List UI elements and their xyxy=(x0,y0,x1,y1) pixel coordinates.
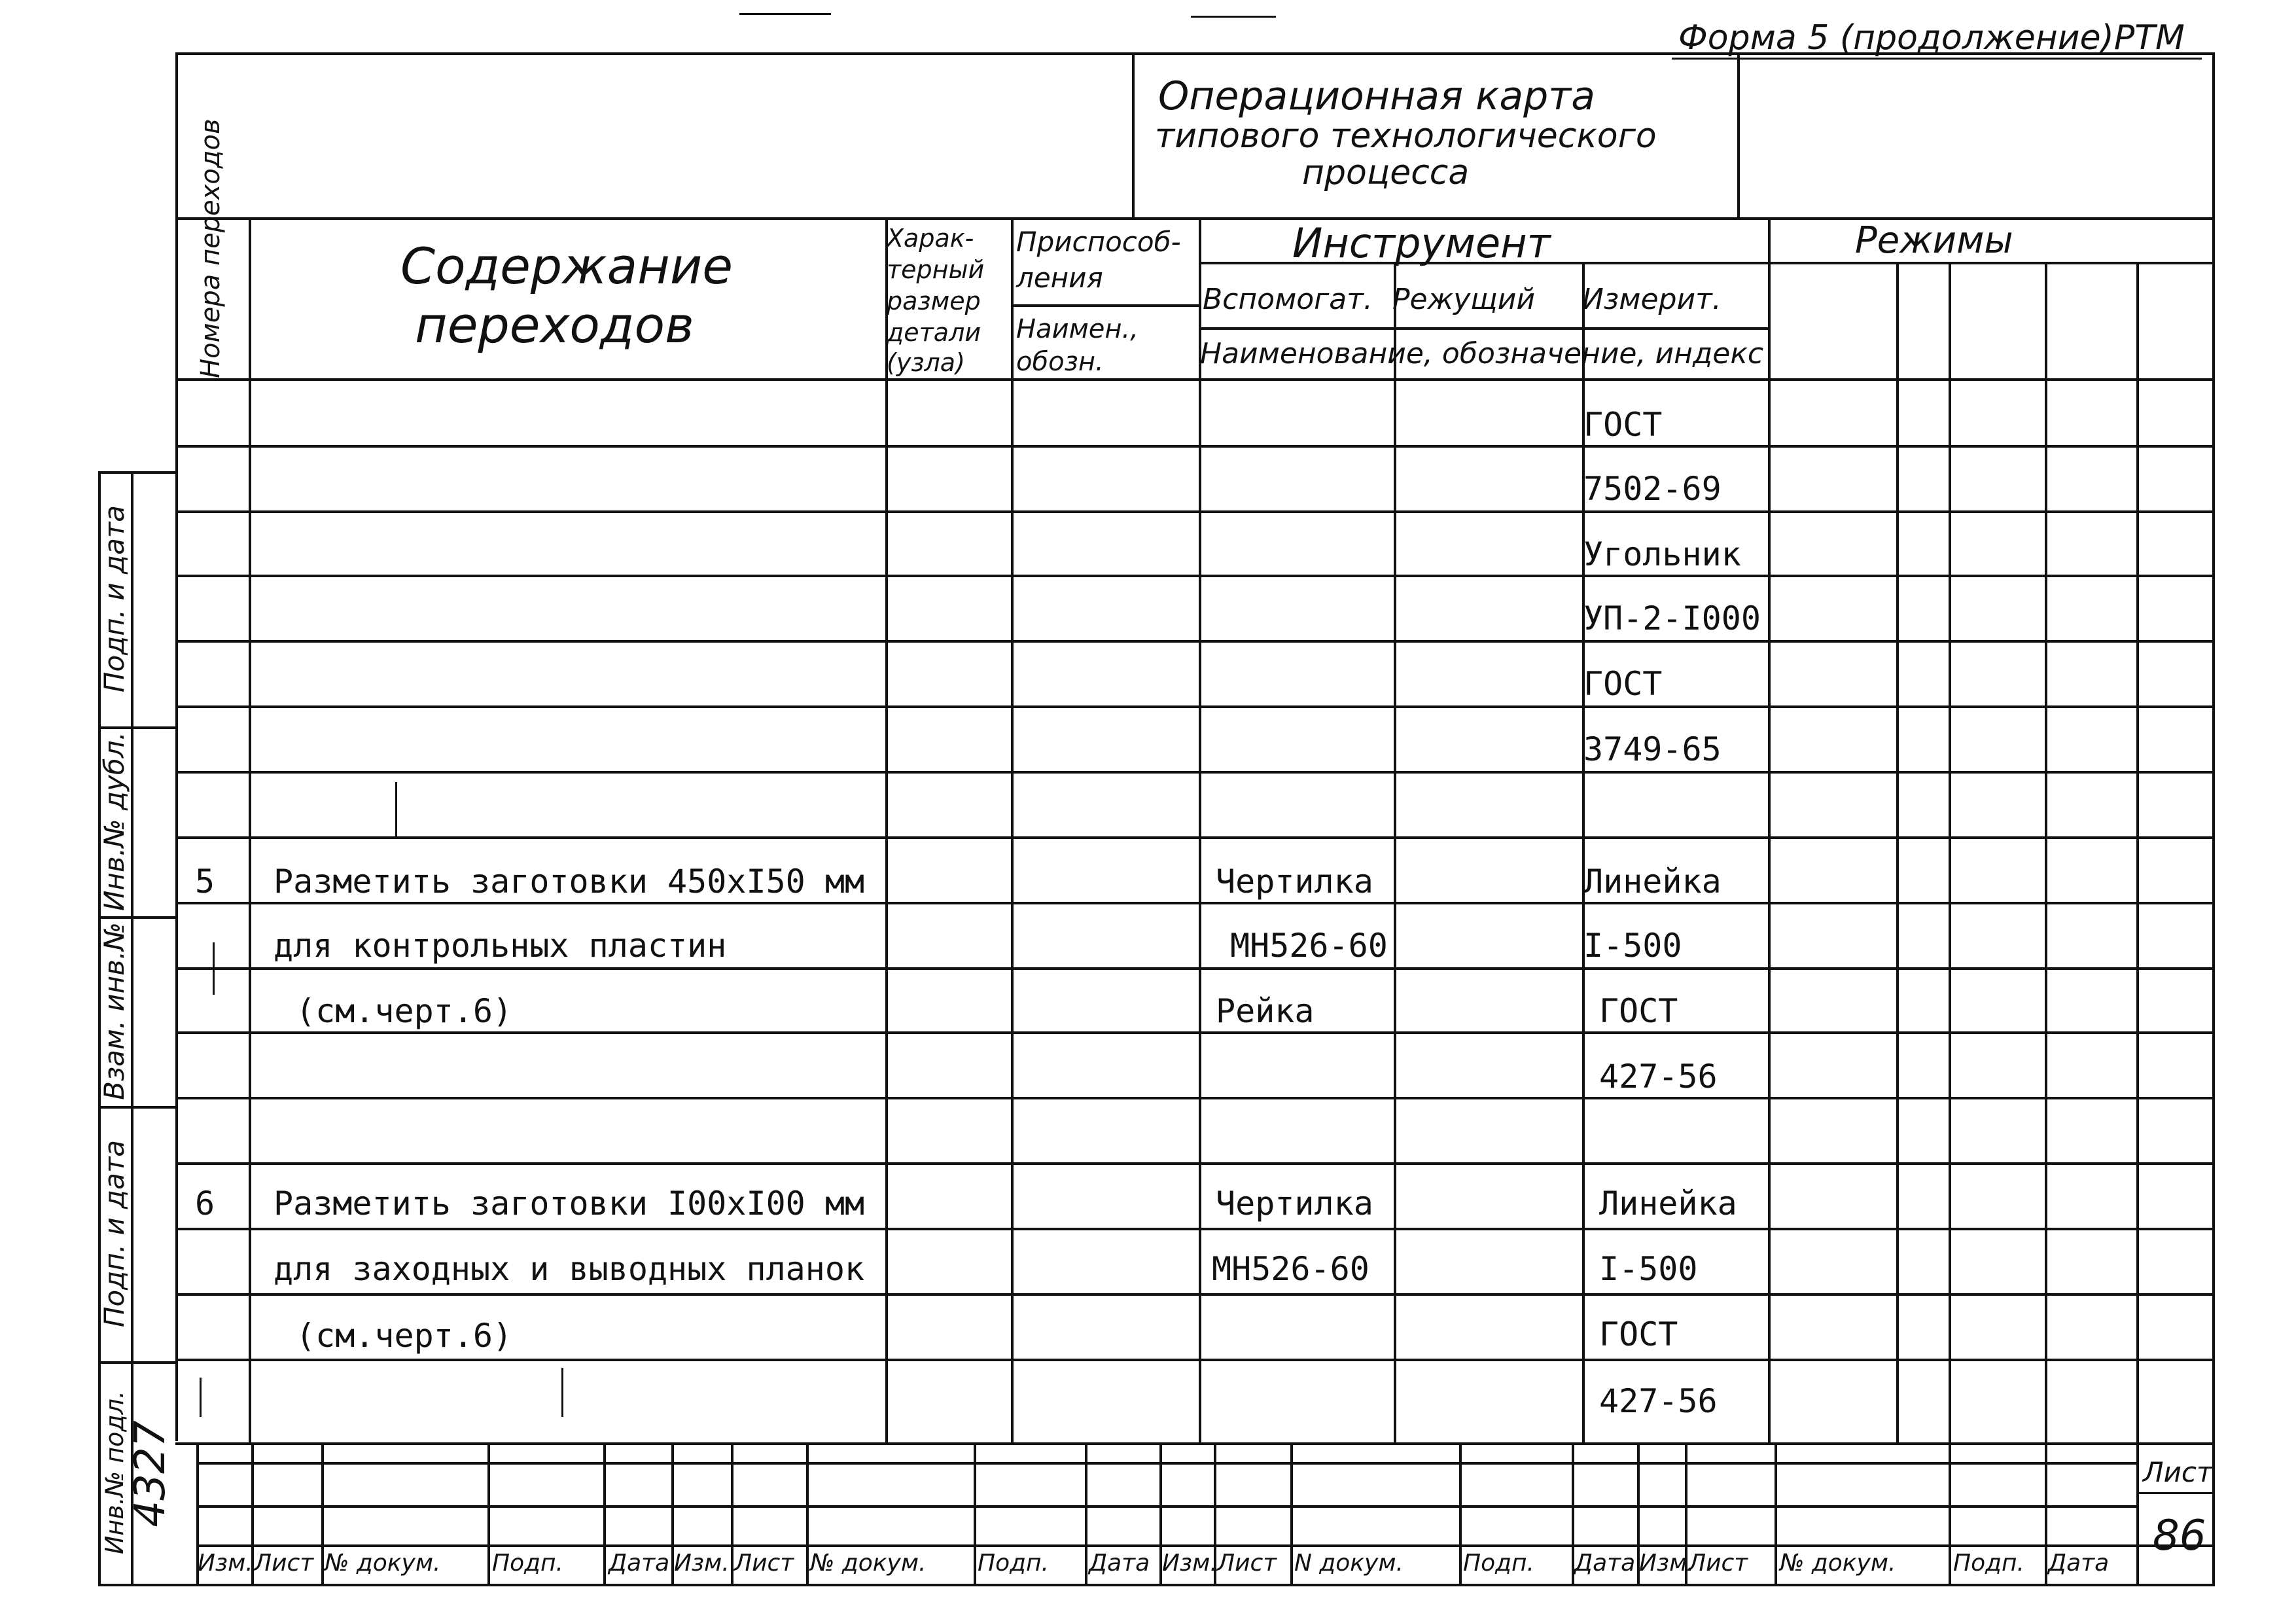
pencil-mark xyxy=(561,1368,563,1417)
sheet-divider xyxy=(2136,1492,2215,1494)
aux-tool-cell: Чертилка xyxy=(1216,863,1373,901)
header-size-line4: детали xyxy=(887,318,981,347)
footer-col xyxy=(1949,1442,1951,1585)
header-content-line2: переходов xyxy=(415,296,694,354)
footer-col xyxy=(2045,1442,2047,1585)
row-line xyxy=(175,445,2215,448)
footer-col xyxy=(974,1442,976,1585)
measure-cell: I-500 xyxy=(1583,927,1682,965)
measure-cell: ГОСТ xyxy=(1583,665,1663,703)
header-size-line2: терный xyxy=(887,255,985,284)
col-line-content xyxy=(885,217,888,1444)
footer-label: Дата xyxy=(609,1550,670,1577)
measure-cell: 427-56 xyxy=(1599,1382,1718,1420)
frame-left xyxy=(175,52,178,1441)
col-line-size xyxy=(1011,217,1014,1444)
header-fixtures-line2: ления xyxy=(1016,262,1103,294)
row-line xyxy=(175,771,2215,774)
footer-label: Лист xyxy=(1217,1550,1277,1577)
measure-cell: Линейка xyxy=(1583,863,1722,901)
inventory-number: 4327 xyxy=(126,1420,175,1527)
footer-label: Изм. xyxy=(1162,1550,1218,1577)
row-line xyxy=(175,967,2215,970)
footer-label: Изм. xyxy=(1639,1550,1695,1577)
measure-cell: 427-56 xyxy=(1599,1058,1718,1096)
header-transition-number: Номера переходов xyxy=(196,118,226,378)
footer-col xyxy=(1775,1442,1777,1585)
header-size-line1: Харак- xyxy=(887,224,974,253)
footer-col xyxy=(2136,1442,2139,1585)
col-line-measure xyxy=(1768,217,1771,1444)
measure-cell: ГОСТ xyxy=(1583,406,1663,444)
footer-line-3 xyxy=(196,1544,2215,1547)
col-line-aux xyxy=(1394,262,1396,1444)
form-label: Форма 5 (продолжение)РТМ xyxy=(1678,18,2185,58)
aux-tool-cell: Чертилка xyxy=(1216,1185,1373,1222)
footer-col xyxy=(1290,1442,1293,1585)
header-fixtures-name-line1: Наимен., xyxy=(1016,314,1139,344)
measure-cell: 3749-65 xyxy=(1583,730,1722,768)
frame-top xyxy=(175,52,2215,55)
footer-label: Подп. xyxy=(492,1550,563,1577)
side-sep xyxy=(98,1361,177,1364)
measure-cell: ГОСТ xyxy=(1599,992,1678,1030)
side-label: Подп. и дата xyxy=(98,505,130,693)
header-bottom xyxy=(175,378,2215,381)
footer-col xyxy=(321,1442,324,1585)
footer-label: Лист xyxy=(734,1550,794,1577)
header-size-line3: размер xyxy=(887,287,981,315)
row-line xyxy=(175,1097,2215,1099)
footer-label: № докум. xyxy=(810,1550,927,1577)
row-line xyxy=(175,705,2215,708)
footer-label: № докум. xyxy=(1780,1550,1896,1577)
card-title-line1: Операционная карта xyxy=(1158,73,1595,119)
pencil-mark xyxy=(395,782,397,838)
footer-label: Изм. xyxy=(674,1550,730,1577)
col-line-mode4 xyxy=(2136,262,2139,1444)
card-title-line3: процесса xyxy=(1302,153,1470,192)
header-tool-aux: Вспомогат. xyxy=(1203,283,1373,316)
pencil-mark xyxy=(200,1378,202,1417)
col-line-num xyxy=(249,217,251,1444)
col-line-mode2 xyxy=(1949,262,1951,1444)
row-line xyxy=(175,1228,2215,1230)
footer-label: Дата xyxy=(2048,1550,2110,1577)
header-content-line1: Содержание xyxy=(400,237,733,295)
pencil-mark xyxy=(213,942,215,995)
transition-content: (см.черт.6) xyxy=(296,992,513,1030)
footer-label: Лист xyxy=(254,1550,314,1577)
top-stroke xyxy=(1191,16,1276,18)
grid-bottom xyxy=(175,1442,2215,1445)
footer-label: Дата xyxy=(1574,1550,1636,1577)
footer-label: Подп. xyxy=(1953,1550,2024,1577)
header-tool-name: Наименование, обозначение, индекс xyxy=(1200,337,1764,370)
side-label: Инв.№ дубл. xyxy=(98,732,130,912)
sheet-number: 86 xyxy=(2153,1512,2206,1560)
header-fixtures-line1: Приспособ- xyxy=(1016,226,1181,258)
footer-label: Дата xyxy=(1089,1550,1150,1577)
header-tool: Инструмент xyxy=(1292,219,1551,267)
row-line xyxy=(175,902,2215,904)
footer-label: Подп. xyxy=(1463,1550,1534,1577)
header-modes: Режимы xyxy=(1855,219,2013,262)
transition-number: 5 xyxy=(195,863,215,901)
footer-col xyxy=(731,1442,733,1585)
footer-bottom xyxy=(98,1584,2215,1586)
aux-tool-cell: МН526-60 xyxy=(1212,1250,1369,1288)
header-tool-cut: Режущий xyxy=(1392,283,1535,316)
measure-cell: УП-2-I000 xyxy=(1583,599,1761,637)
footer-col xyxy=(1085,1442,1087,1585)
side-label: Взам. инв.№ xyxy=(98,922,130,1100)
header-fixtures-name-line2: обозн. xyxy=(1016,347,1104,377)
header-line-fixtures xyxy=(1011,304,1199,307)
aux-tool-cell: МН526-60 xyxy=(1230,927,1388,965)
footer-label: Подп. xyxy=(978,1550,1049,1577)
footer-label: Лист xyxy=(1688,1550,1748,1577)
header-tool-measure: Измерит. xyxy=(1582,283,1722,316)
row-line xyxy=(175,836,2215,839)
sheet-label: Лист xyxy=(2143,1456,2213,1488)
side-label: Подп. и дата xyxy=(98,1139,130,1328)
footer-col xyxy=(1459,1442,1462,1585)
transition-content: Разметить заготовки 450хI50 мм xyxy=(274,863,865,901)
top-stroke xyxy=(739,13,831,15)
aux-tool-cell: Рейка xyxy=(1216,992,1315,1030)
measure-cell: ГОСТ xyxy=(1599,1315,1678,1353)
row-line xyxy=(175,575,2215,577)
footer-col xyxy=(806,1442,809,1585)
col-line-mode1 xyxy=(1896,262,1899,1444)
measure-cell: Линейка xyxy=(1599,1185,1737,1222)
transition-content: (см.черт.6) xyxy=(296,1317,513,1355)
transition-content: для заходных и выводных планок xyxy=(274,1250,865,1288)
footer-col xyxy=(603,1442,606,1585)
card-title-line2: типового технологического xyxy=(1155,116,1657,156)
footer-col xyxy=(487,1442,490,1585)
header-size-line5: (узла) xyxy=(887,348,965,377)
col-line-fixtures xyxy=(1199,217,1201,1444)
measure-cell: Угольник xyxy=(1583,535,1741,573)
transition-content: для контрольных пластин xyxy=(274,927,727,965)
row-line xyxy=(175,1031,2215,1034)
measure-cell: 7502-69 xyxy=(1583,470,1722,508)
side-label: Инв.№ подл. xyxy=(100,1390,129,1555)
footer-label: Изм. xyxy=(198,1550,253,1577)
title-divider-right xyxy=(1737,52,1740,219)
frame-right xyxy=(2212,52,2215,1586)
col-line-mode3 xyxy=(2045,262,2047,1444)
transition-content: Разметить заготовки I00хI00 мм xyxy=(274,1185,865,1222)
row-line xyxy=(175,1293,2215,1296)
row-line xyxy=(175,1359,2215,1361)
transition-number: 6 xyxy=(195,1185,215,1222)
footer-label: № докум. xyxy=(325,1550,441,1577)
row-line xyxy=(175,640,2215,643)
measure-cell: I-500 xyxy=(1599,1250,1698,1288)
title-divider-left xyxy=(1132,52,1135,219)
row-line xyxy=(175,510,2215,513)
header-line-2 xyxy=(1199,327,1768,330)
row-line xyxy=(175,1162,2215,1165)
footer-label: N докум. xyxy=(1294,1550,1404,1577)
form-label-underline xyxy=(1672,58,2202,60)
